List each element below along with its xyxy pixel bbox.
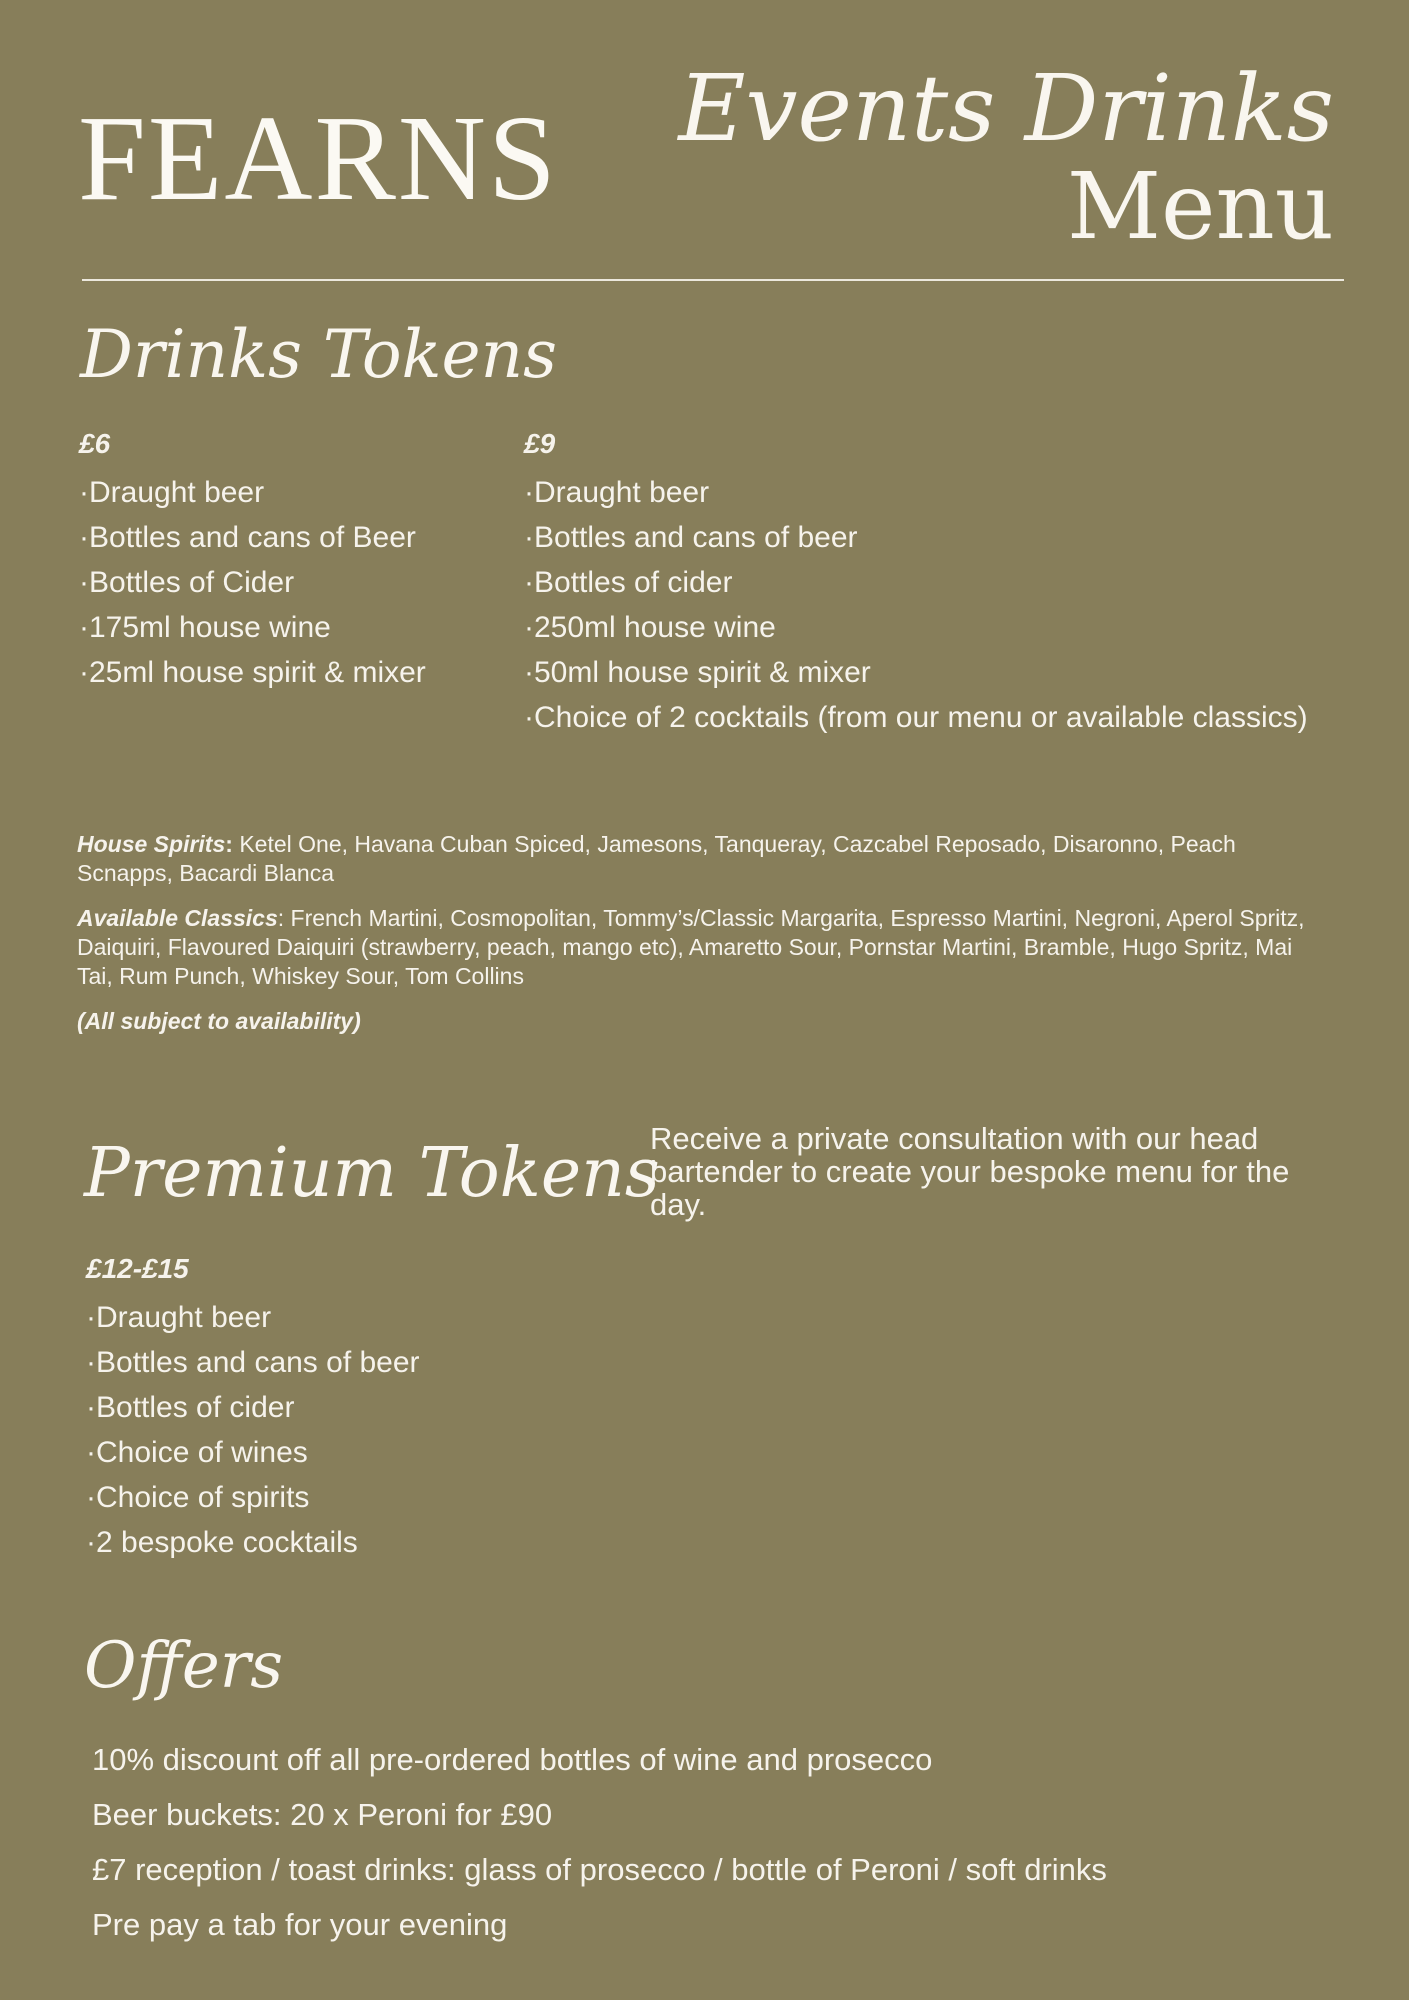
tier-9-price: £9 xyxy=(524,428,556,459)
list-item: · Bottles and cans of Beer xyxy=(79,515,499,560)
list-item: · Bottles of cider xyxy=(86,1385,586,1430)
offers-list xyxy=(92,1732,1342,1952)
list-item: · Bottles of Cider xyxy=(79,560,499,605)
offer-item: Pre pay a tab for your evening xyxy=(92,1907,508,1942)
drinks-notes xyxy=(77,830,1317,1052)
list-item: · Draught beer xyxy=(79,470,499,515)
list-item: · Bottles and cans of beer xyxy=(524,515,1340,560)
list-item: · 250ml house wine xyxy=(524,605,1340,650)
list-item: · Choice of 2 cocktails (from our menu or available classics) xyxy=(524,695,1340,740)
list-item: · Draught beer xyxy=(86,1295,586,1340)
list-item: · Draught beer xyxy=(524,470,1340,515)
list-item: · Choice of spirits xyxy=(86,1475,586,1520)
consultation-text: Receive a private consultation with our head bartender to create your bespoke menu for the day. xyxy=(650,1121,1290,1222)
offers-heading: Offers xyxy=(84,1629,284,1703)
tier-6-column xyxy=(79,428,499,695)
premium-tokens-heading: Premium Tokens xyxy=(84,1134,660,1213)
tier-6-price: £6 xyxy=(79,428,111,459)
house-spirits-label: House Spirits xyxy=(77,831,226,857)
header-divider xyxy=(82,279,1344,281)
premium-list xyxy=(86,1295,586,1565)
available-classics-label: Available Classics xyxy=(77,905,278,931)
house-spirits-colon: : xyxy=(225,831,233,857)
tier-9-column xyxy=(524,428,1340,740)
list-item: · 25ml house spirit & mixer xyxy=(79,650,499,695)
fearns-logo: FEARNS xyxy=(78,91,558,226)
list-item: · Bottles and cans of beer xyxy=(86,1340,586,1385)
list-item: · Bottles of cider xyxy=(524,560,1340,605)
tier-6-list xyxy=(79,470,499,695)
available-classics-note xyxy=(77,904,1317,991)
list-item: · 175ml house wine xyxy=(79,605,499,650)
house-spirits-note xyxy=(77,830,1317,888)
available-classics-text: French Martini, Cosmopolitan, Tommy’s/Classic Margarita, Espresso Martini, Negroni, Aperol Spritz, Daiquiri, Flavoured Daiquiri (strawberry, peach, mango etc), Amaretto Sour, Pornstar Martini, Bramble, Hugo Spritz, Mai Tai, Rum Punch, Whiskey Sour, Tom Collins xyxy=(77,905,1305,989)
page-title-line-1: Events Drinks xyxy=(678,55,1334,162)
page-title xyxy=(574,55,1334,260)
list-item: · 2 bespoke cocktails xyxy=(86,1520,586,1565)
premium-price: £12-£15 xyxy=(86,1253,189,1284)
available-classics-colon: : xyxy=(277,905,285,931)
offer-item: 10% discount off all pre-ordered bottles of wine and prosecco xyxy=(92,1742,933,1777)
tier-9-list xyxy=(524,470,1340,740)
list-item: · 50ml house spirit & mixer xyxy=(524,650,1340,695)
page-title-line-2: Menu xyxy=(1066,153,1334,260)
premium-column xyxy=(86,1253,586,1565)
list-item: · Choice of wines xyxy=(86,1430,586,1475)
drinks-tokens-heading: Drinks Tokens xyxy=(80,316,557,393)
house-spirits-text: Ketel One, Havana Cuban Spiced, Jamesons, Tanqueray, Cazcabel Reposado, Disaronno, Peach Scnapps, Bacardi Blanca xyxy=(77,831,1236,886)
offer-item: Beer buckets: 20 x Peroni for £90 xyxy=(92,1797,553,1832)
offer-item: £7 reception / toast drinks: glass of prosecco / bottle of Peroni / soft drinks xyxy=(92,1852,1107,1887)
availability-note: (All subject to availability) xyxy=(77,1008,361,1034)
